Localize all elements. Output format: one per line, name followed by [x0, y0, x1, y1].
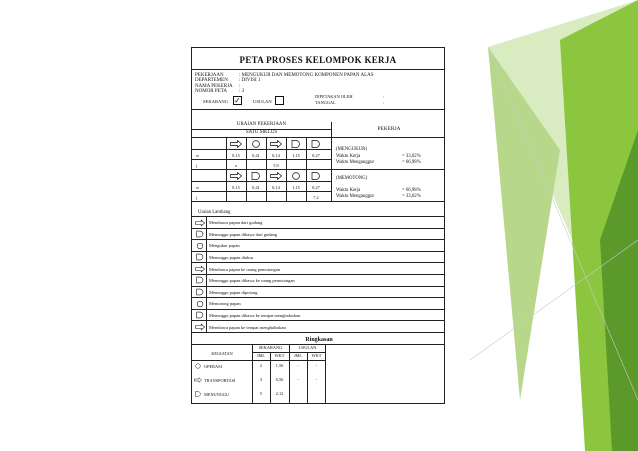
delay-icon	[195, 311, 205, 319]
kegiatan-label: MENUNGGU	[204, 392, 230, 397]
siklus-header: SATU SIKLUS	[192, 130, 332, 138]
process-chart-document	[191, 47, 445, 404]
delay-icon	[195, 253, 205, 261]
kegiatan-label: OPERASI	[204, 364, 222, 369]
column-divider	[270, 352, 271, 404]
meta-row: DEPARTEMEN : DIVISI 1	[195, 78, 261, 84]
column-divider	[206, 298, 207, 309]
kegiatan-label: TRANSPORTASI	[204, 378, 236, 383]
usulan-wkt: -	[315, 377, 318, 382]
sekarang-wkt: 2,12	[275, 391, 284, 396]
sekarang-wkt: 1,56	[275, 363, 284, 368]
sekarang-label: SEKARANG	[203, 99, 229, 104]
symbol-legend	[192, 210, 445, 333]
meta-row: NAMA PEKERJA :	[195, 83, 241, 89]
delay-icon	[195, 230, 205, 238]
column-divider	[206, 310, 207, 321]
transport-icon	[270, 140, 282, 148]
legend-row	[192, 321, 445, 333]
w-row-2: w 0,15 0,41 0,14 1,15 0,27	[192, 182, 332, 192]
column-divider	[206, 287, 207, 298]
operation-icon	[250, 140, 262, 148]
legend-text: Membawa papan ke tempat menghaluskan	[209, 324, 286, 330]
column-divider	[289, 345, 290, 404]
delay-icon	[195, 276, 205, 284]
transport-icon	[195, 219, 205, 227]
kegiatan-header: KEGIATAN	[211, 351, 233, 356]
transport-icon	[194, 377, 202, 383]
sekarang-checkbox: ✓	[234, 96, 241, 105]
column-divider	[266, 138, 267, 202]
summary-table: KEGIATAN SEKARANG USULAN JML WKT JML WKT OPERASI 2 1,56 - - TRANSPORTASI 3 0,56 - - MENUNGGU 5 2,12	[192, 345, 326, 404]
transport-icon	[270, 172, 282, 180]
legend-text: Menunggu papan dibawa dari gudang	[209, 231, 277, 237]
legend-text: Memotong papan	[209, 301, 241, 307]
legend-row	[192, 287, 445, 299]
legend-text: Menunggu papan dipotong	[209, 289, 258, 295]
j-row-1: j a 5,9	[192, 160, 332, 170]
column-divider	[206, 275, 207, 286]
legend-text: Menunggu papan dibawa ke tempat menghaluskan	[209, 312, 301, 318]
tanggal-label: TANGGAL	[315, 100, 336, 105]
transport-icon	[230, 140, 242, 148]
column-divider	[286, 138, 287, 202]
transport-icon	[195, 323, 205, 331]
sekarang-jml: 5	[259, 391, 263, 396]
sekarang-header: SEKARANG	[258, 345, 283, 350]
worker-summary-2	[332, 170, 445, 202]
summary-title: Ringkasan	[192, 337, 445, 345]
legend-row	[192, 298, 445, 310]
operation-icon	[195, 242, 205, 250]
legend-text: Membawa papan ke ruang pemotongan	[209, 266, 280, 272]
legend-text: Mengukur papan	[209, 243, 240, 249]
column-divider	[252, 345, 253, 404]
document-title: PETA PROSES KELOMPOK KERJA	[192, 48, 444, 70]
operation-icon	[290, 172, 302, 180]
worker-row: Waktu Menganggur = 33,02%	[336, 194, 421, 199]
usulan-label: USULAN	[253, 99, 272, 104]
column-divider	[226, 138, 227, 202]
column-divider	[306, 138, 307, 202]
document-meta	[192, 70, 444, 110]
legend-text: Menunggu papan diukur	[209, 254, 254, 260]
column-divider	[206, 321, 207, 332]
operation-icon	[194, 363, 202, 369]
delay-icon	[195, 288, 205, 296]
legend-text: Membawa papan dari gudang	[209, 220, 263, 226]
worker-title-1: (MENGUKUR)	[336, 147, 367, 152]
column-divider	[206, 229, 207, 240]
column-divider	[206, 217, 207, 228]
symbol-row-1	[192, 138, 332, 150]
sekarang-jml: 2	[259, 363, 263, 368]
delay-icon	[310, 172, 322, 180]
uraian-header: URAIAN PEKERJAAN	[192, 122, 332, 130]
legend-text: Menunggu papan dibawa ke ruang pemotongan	[209, 278, 295, 284]
legend-row	[192, 252, 445, 264]
sekarang-wkt: 0,56	[275, 377, 284, 382]
transport-icon	[230, 172, 242, 180]
meta-status: SEKARANG ✓ USULAN DIPETAKAN OLEH : TANGGAL :	[203, 94, 385, 105]
meta-row: NOMOR PETA : 3	[195, 89, 245, 95]
sekarang-jml: 3	[259, 377, 263, 382]
legend-row	[192, 275, 445, 287]
legend-title: Uraian Lambang	[192, 210, 445, 217]
delay-icon	[194, 391, 202, 397]
worker-row: Waktu Kerja = 66,98%	[336, 188, 421, 193]
legend-row	[192, 263, 445, 275]
usulan-header: USULAN	[298, 345, 317, 350]
dipetakan-label: DIPETAKAN OLEH	[315, 94, 353, 99]
w-row-1: w 0,15 0,41 0,14 1,15 0,27	[192, 150, 332, 160]
pekerja-header: PEKERJA	[332, 122, 445, 138]
delay-icon	[290, 140, 302, 148]
summary-section	[192, 337, 445, 404]
j-row-2: j 7,2	[192, 192, 332, 202]
legend-row	[192, 229, 445, 241]
worker-summary-1	[332, 138, 445, 170]
operation-icon	[195, 300, 205, 308]
column-divider	[307, 352, 308, 404]
transport-icon	[195, 265, 205, 273]
column-divider	[206, 252, 207, 263]
usulan-wkt: -	[315, 363, 318, 368]
legend-row	[192, 217, 445, 229]
worker-row: Waktu Menganggur = 66,98%	[336, 160, 421, 165]
usulan-jml: -	[297, 377, 299, 382]
column-divider	[206, 263, 207, 274]
delay-icon	[310, 140, 322, 148]
legend-row	[192, 310, 445, 322]
worker-title-2: (MEMOTONG)	[336, 176, 368, 181]
delay-icon	[250, 172, 262, 180]
usulan-jml: -	[297, 363, 299, 368]
worker-row: Waktu Kerja = 33,02%	[336, 154, 421, 159]
usulan-checkbox	[275, 96, 284, 105]
legend-row	[192, 240, 445, 252]
column-divider	[206, 240, 207, 251]
symbol-row-2	[192, 170, 332, 182]
row-divider	[192, 360, 326, 361]
meta-row: PEKERJAAN : MENGUKUR DAN MEMOTONG KOMPONEN PAPAN ALAS	[195, 73, 374, 78]
column-divider	[246, 138, 247, 202]
